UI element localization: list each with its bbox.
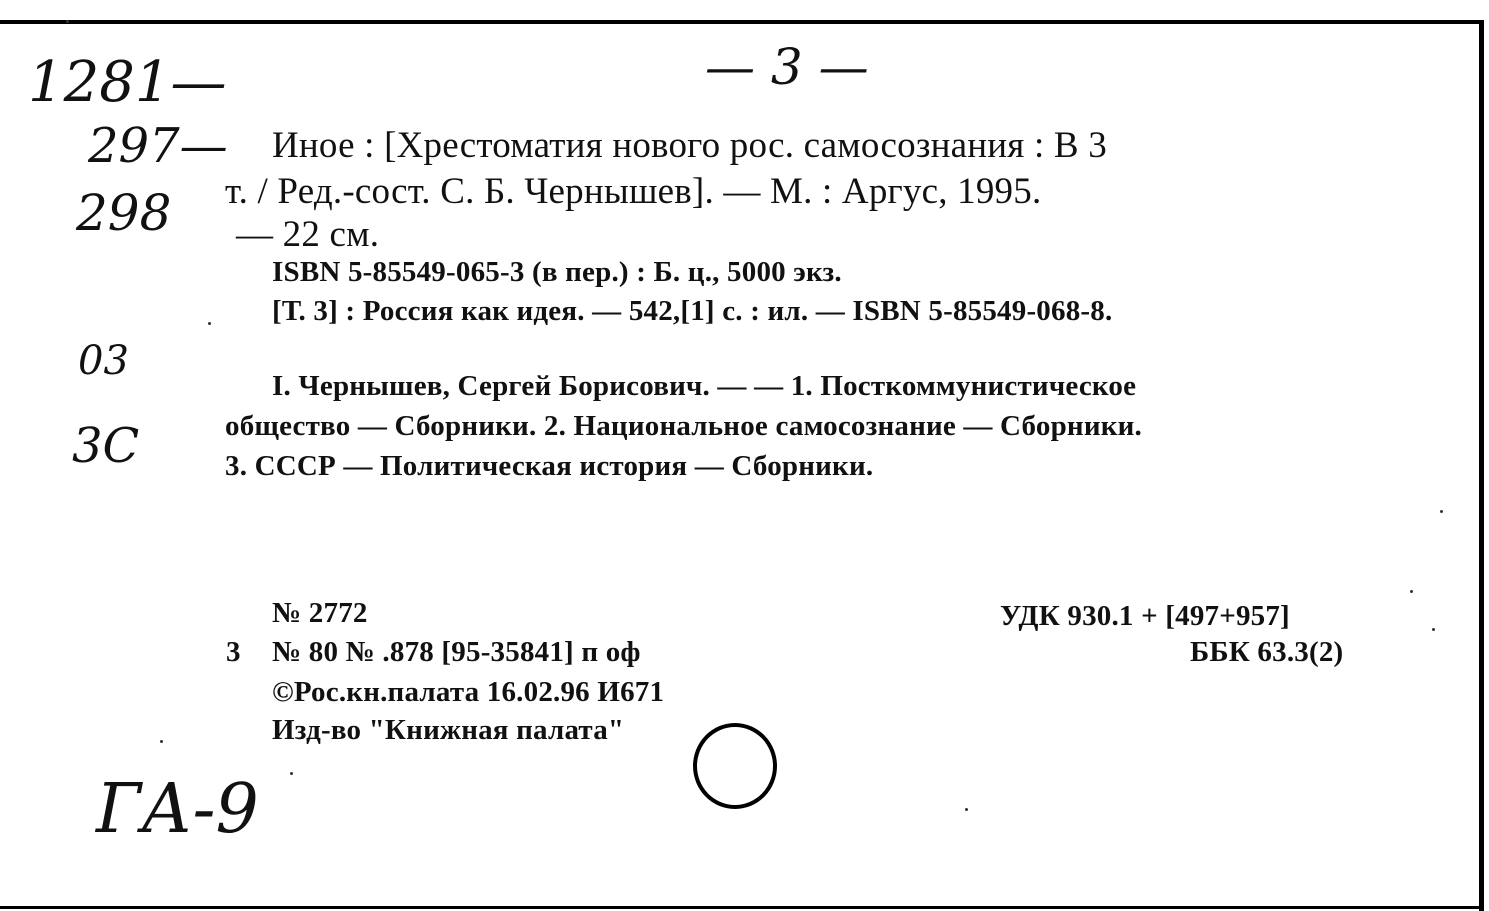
copyright-line: ©Рос.кн.палата 16.02.96 И671	[272, 676, 665, 708]
handwritten-mark-b: 3C	[72, 418, 140, 474]
entry-isbn-line: ISBN 5-85549-065-3 (в пер.) : Б. ц., 5000 экз.	[272, 256, 842, 288]
scan-speck	[1440, 510, 1443, 513]
entry-volume-line: [Т. 3] : Россия как идея. — 542,[1] с. : ил. — ISBN 5-85549-068-8.	[272, 295, 1113, 327]
shelf-code-3: 298	[76, 184, 172, 242]
handwritten-mark-a: 03	[78, 338, 129, 384]
handwritten-initials: ГА-9	[96, 770, 259, 849]
card-border-top	[0, 20, 1483, 24]
shelf-code-2: 297—	[88, 118, 228, 174]
punch-hole	[693, 723, 777, 809]
bbk-code: ББК 63.3(2)	[1190, 636, 1344, 668]
page-number: — 3 —	[705, 38, 869, 96]
subjects-line-3: 3. СССР — Политическая история — Сборники.	[225, 450, 874, 482]
shelf-code-1: 1281—	[28, 50, 227, 115]
scan-speck	[1432, 628, 1435, 631]
scan-speck	[66, 20, 69, 23]
registration-line: № 80 № .878 [95-35841] п оф	[272, 636, 641, 668]
scan-speck	[208, 322, 211, 325]
card-border-right	[1479, 20, 1484, 911]
entry-title-line-3: — 22 см.	[236, 214, 380, 255]
publisher-line: Изд-во "Книжная палата"	[272, 714, 625, 746]
scan-speck	[160, 740, 163, 743]
card-number: № 2772	[272, 597, 368, 629]
scan-speck	[290, 772, 293, 775]
udk-code: УДК 930.1 + [497+957]	[1000, 600, 1290, 632]
subjects-line-2: общество — Сборники. 2. Национальное самосознание — Сборники.	[225, 410, 1142, 442]
entry-title-line-2: т. / Ред.-сост. С. Б. Чернышев]. — М. : Аргус, 1995.	[225, 171, 1042, 212]
scan-speck	[1410, 590, 1413, 593]
scan-speck	[965, 808, 968, 811]
entry-title-line-1: Иное : [Хрестоматия нового рос. самосознания : В 3	[272, 125, 1107, 166]
card-border-bottom	[0, 906, 1483, 909]
subjects-line-1: I. Чернышев, Сергей Борисович. — — 1. Посткоммунистическое	[272, 370, 1137, 402]
margin-digit: 3	[226, 636, 241, 668]
